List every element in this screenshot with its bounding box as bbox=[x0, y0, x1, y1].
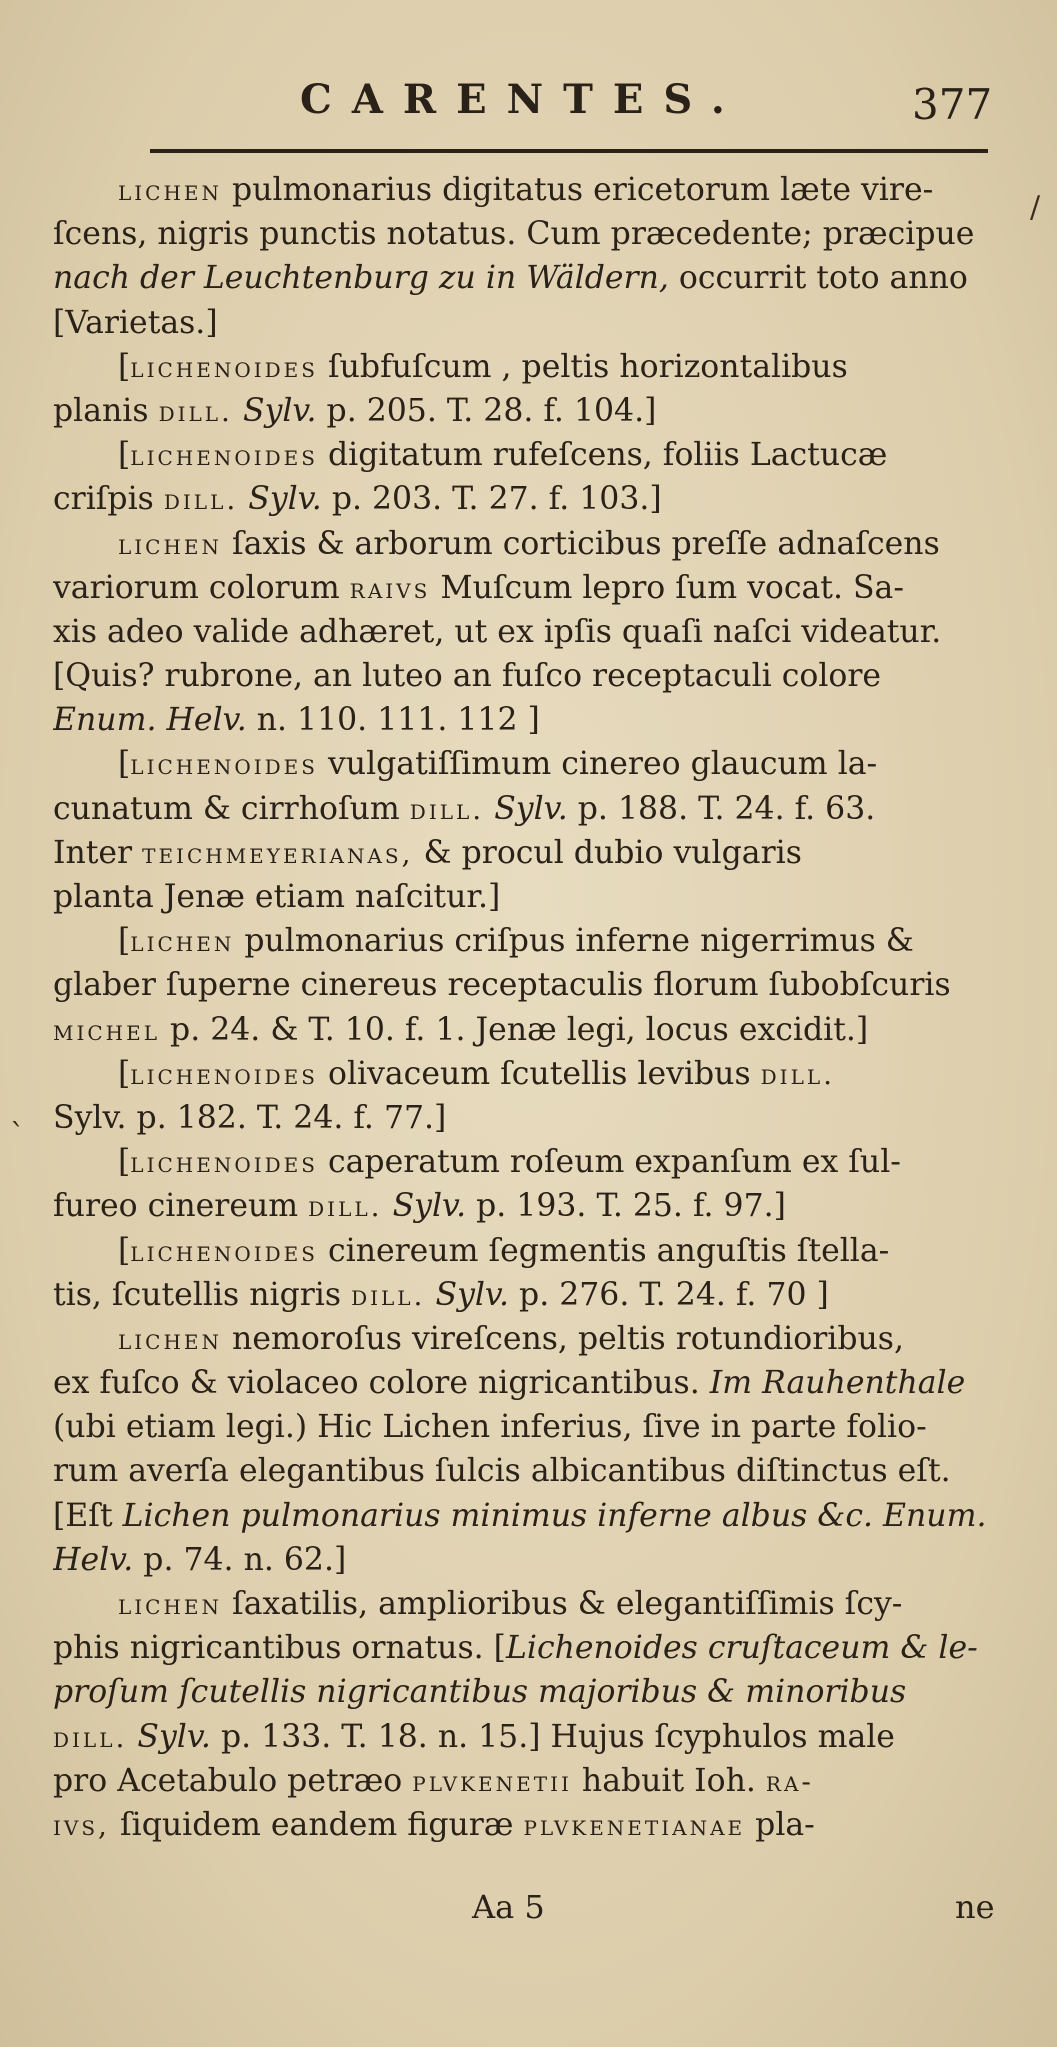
text-segment: occurrit toto anno bbox=[668, 260, 968, 297]
text-line bbox=[53, 1052, 998, 1096]
text-line bbox=[53, 212, 998, 256]
italic-text: Helv. bbox=[53, 1541, 134, 1578]
small-caps-text: dill. bbox=[760, 1057, 836, 1091]
small-caps-text: teichmeyerianas, bbox=[142, 836, 414, 870]
text-line bbox=[53, 1670, 998, 1714]
text-line bbox=[53, 1273, 998, 1317]
italic-text: Im Rauhenthale bbox=[709, 1365, 966, 1402]
text-line bbox=[53, 654, 998, 698]
text-line bbox=[53, 1405, 998, 1449]
italic-text: Lichen pulmonarius minimus inferne albus &c. Enum. bbox=[122, 1497, 987, 1534]
text-line bbox=[53, 301, 998, 345]
text-segment: habuit Ioh. bbox=[571, 1762, 766, 1799]
text-line bbox=[53, 389, 998, 433]
text-segment: [ bbox=[118, 1055, 131, 1092]
text-segment: p. 74. n. 62.] bbox=[133, 1541, 347, 1578]
text-segment: ſcens, nigris punctis notatus. Cum præcedente; præcipue bbox=[53, 216, 975, 253]
text-segment bbox=[233, 393, 243, 429]
text-segment: cinereum ſegmentis anguſtis ſtella- bbox=[317, 1232, 890, 1269]
text-line bbox=[53, 1538, 998, 1582]
text-segment: p. 133. T. 18. n. 15.] Hujus ſcyphulos male bbox=[210, 1718, 895, 1755]
small-caps-text: michel bbox=[53, 1013, 161, 1047]
small-caps-text: ivs, bbox=[53, 1808, 110, 1842]
text-segment: pro Acetabulo petræo bbox=[53, 1762, 413, 1799]
text-segment: ſiquidem eandem figuræ bbox=[109, 1806, 524, 1843]
text-line bbox=[53, 963, 998, 1007]
text-segment: Muſcum lepro ſum vocat. Sa- bbox=[430, 569, 904, 606]
text-segment: p. 276. T. 24. f. 70 ] bbox=[509, 1276, 829, 1313]
italic-text: nach der Leuchtenburg zu in Wäldern, bbox=[53, 260, 669, 297]
text-segment: digitatum rufeſcens, foliis Lactucæ bbox=[317, 437, 888, 474]
text-line bbox=[53, 698, 998, 742]
text-segment: (ubi etiam legi.) Hic Lichen inferius, ſive in parte folio- bbox=[53, 1409, 927, 1446]
small-caps-text: dill. bbox=[53, 1720, 128, 1754]
text-line bbox=[53, 1759, 998, 1803]
text-segment: [ bbox=[118, 437, 131, 474]
text-segment: nemoroſus vireſcens, peltis rotundioribus, bbox=[222, 1320, 904, 1357]
text-segment bbox=[484, 791, 494, 827]
text-segment: [ bbox=[118, 923, 131, 960]
text-line bbox=[53, 566, 998, 610]
small-caps-text: lichen bbox=[130, 925, 235, 959]
text-segment: pulmonarius criſpus inferne nigerrimus & bbox=[234, 923, 914, 960]
text-line bbox=[53, 522, 998, 566]
text-segment: p. 205. T. 28. f. 104.] bbox=[316, 392, 657, 429]
text-segment bbox=[383, 1188, 393, 1224]
text-segment: p. 193. T. 25. f. 97.] bbox=[466, 1188, 786, 1225]
margin-mark-slash: / bbox=[1030, 190, 1041, 225]
text-segment: Inter bbox=[53, 834, 143, 871]
text-line bbox=[53, 256, 998, 300]
text-segment bbox=[127, 1719, 137, 1755]
small-caps-text: dill. bbox=[308, 1190, 383, 1224]
text-segment bbox=[238, 481, 248, 517]
small-caps-text: dill. bbox=[158, 394, 233, 428]
text-line bbox=[53, 742, 998, 786]
text-line bbox=[53, 1229, 998, 1273]
italic-text: Sylv. bbox=[137, 1718, 211, 1755]
text-segment: p. 24. & T. 10. f. 1. Jenæ legi, locus excidit.] bbox=[160, 1011, 869, 1048]
small-caps-text: lichenoides bbox=[130, 439, 318, 473]
text-segment: planta Jenæ etiam naſcitur.] bbox=[53, 879, 501, 915]
text-segment: phis nigricantibus ornatus. [ bbox=[53, 1630, 506, 1667]
text-line bbox=[53, 1140, 998, 1184]
text-segment: Sylv. p. 182. T. 24. f. 77.] bbox=[53, 1099, 447, 1136]
italic-text: Sylv. bbox=[435, 1276, 510, 1313]
small-caps-text: lichen bbox=[118, 527, 223, 561]
text-segment: [ bbox=[118, 348, 131, 385]
catchword: ne bbox=[955, 1888, 995, 1926]
text-line bbox=[53, 919, 998, 963]
text-line bbox=[53, 875, 998, 919]
text-segment: cunatum & cirrhoſum bbox=[53, 790, 410, 827]
text-segment: criſpis bbox=[53, 481, 164, 518]
small-caps-text: lichenoides bbox=[130, 350, 318, 384]
italic-text: Lichenoides cruſtaceum & le- bbox=[505, 1630, 978, 1667]
margin-mark-tick: ` bbox=[10, 1118, 25, 1153]
body-text bbox=[53, 168, 998, 1847]
small-caps-text: dill. bbox=[409, 792, 485, 826]
small-caps-text: raivs bbox=[349, 571, 431, 605]
text-segment: [ bbox=[118, 746, 131, 783]
text-line bbox=[53, 610, 998, 654]
text-line bbox=[53, 1582, 998, 1626]
text-segment: planis bbox=[53, 392, 159, 429]
small-caps-text: lichenoides bbox=[130, 748, 318, 782]
text-segment: caperatum roſeum expanſum ex ſul- bbox=[317, 1144, 901, 1181]
italic-text: Sylv. bbox=[392, 1188, 467, 1225]
text-segment: xis adeo valide adhæret, ut ex ipſis quaſi naſci videatur. bbox=[53, 613, 942, 650]
text-segment: & procul dubio vulgaris bbox=[413, 834, 802, 871]
small-caps-text: lichen bbox=[118, 1588, 223, 1621]
page-header bbox=[0, 70, 1057, 140]
text-line bbox=[53, 345, 998, 389]
text-line bbox=[53, 1096, 998, 1140]
text-line bbox=[53, 1715, 998, 1759]
text-line bbox=[53, 1803, 998, 1847]
text-line bbox=[53, 831, 998, 875]
italic-text: Sylv. bbox=[248, 481, 322, 518]
italic-text: Sylv. bbox=[494, 790, 568, 827]
text-segment: glaber ſuperne cinereus receptaculis florum ſubobſcuris bbox=[53, 967, 951, 1004]
small-caps-text: lichenoides bbox=[130, 1057, 318, 1091]
text-segment: [Varietas.] bbox=[53, 304, 218, 341]
header-rule bbox=[150, 149, 988, 153]
page-number: 377 bbox=[912, 80, 993, 129]
signature-mark: Aa 5 bbox=[472, 1888, 545, 1926]
text-segment: fureo cinereum bbox=[53, 1188, 309, 1225]
small-caps-text: plvkenetianae bbox=[523, 1808, 746, 1842]
text-segment: p. 188. T. 24. f. 63. bbox=[567, 790, 876, 827]
text-line bbox=[53, 1626, 998, 1670]
italic-text: proſum ſcutellis nigricantibus majoribus & minoribus bbox=[53, 1674, 907, 1711]
small-caps-text: lichen bbox=[118, 1322, 223, 1356]
small-caps-text: dill. bbox=[351, 1278, 426, 1312]
text-line bbox=[53, 168, 998, 212]
text-line bbox=[53, 1184, 998, 1228]
text-segment: [ bbox=[118, 1232, 131, 1269]
text-line bbox=[53, 433, 998, 477]
text-segment: ſaxis & arborum corticibus preſſe adnaſcens bbox=[222, 525, 940, 562]
text-segment: ſaxatilis, amplioribus & elegantiſſimis ſcy- bbox=[222, 1586, 903, 1622]
text-line bbox=[53, 787, 998, 831]
small-caps-text: lichenoides bbox=[130, 1234, 318, 1268]
text-line bbox=[53, 1449, 998, 1493]
text-line bbox=[53, 1317, 998, 1361]
text-line bbox=[53, 1494, 998, 1538]
text-segment: [ bbox=[118, 1144, 131, 1181]
text-segment: tis, ſcutellis nigris bbox=[53, 1276, 352, 1313]
small-caps-text: lichen bbox=[118, 174, 223, 207]
text-segment: rum averſa elegantibus ſulcis albicantibus diſtinctus eſt. bbox=[53, 1453, 951, 1490]
text-segment: pla- bbox=[745, 1806, 815, 1843]
italic-text: Sylv. bbox=[242, 392, 317, 429]
text-segment: p. 203. T. 27. f. 103.] bbox=[321, 481, 662, 518]
small-caps-text: lichenoides bbox=[130, 1146, 318, 1180]
small-caps-text: plvkenetii bbox=[412, 1764, 572, 1798]
text-line bbox=[53, 477, 998, 521]
text-segment: n. 110. 111. 112 ] bbox=[246, 702, 540, 739]
running-title: CARENTES. bbox=[300, 76, 745, 123]
small-caps-text: ra- bbox=[765, 1764, 814, 1798]
page-footer bbox=[0, 1888, 1057, 1938]
italic-text: Enum. Helv. bbox=[53, 702, 247, 739]
text-line bbox=[53, 1008, 998, 1052]
text-segment: variorum colorum bbox=[53, 569, 350, 606]
text-segment: [Quis? rubrone, an luteo an fuſco receptaculi colore bbox=[53, 658, 882, 695]
text-segment: [Eſt bbox=[53, 1497, 123, 1534]
text-segment: ſubfuſcum , peltis horizontalibus bbox=[317, 348, 848, 385]
text-line bbox=[53, 1361, 998, 1405]
text-segment: pulmonarius digitatus ericetorum læte vire- bbox=[222, 172, 934, 208]
small-caps-text: dill. bbox=[163, 483, 239, 517]
text-segment: vulgatiſſimum cinereo glaucum la- bbox=[317, 746, 878, 783]
text-segment: ex fuſco & violaceo colore nigricantibus. bbox=[53, 1365, 710, 1402]
text-segment: olivaceum ſcutellis levibus bbox=[317, 1055, 761, 1092]
text-segment bbox=[425, 1277, 435, 1313]
